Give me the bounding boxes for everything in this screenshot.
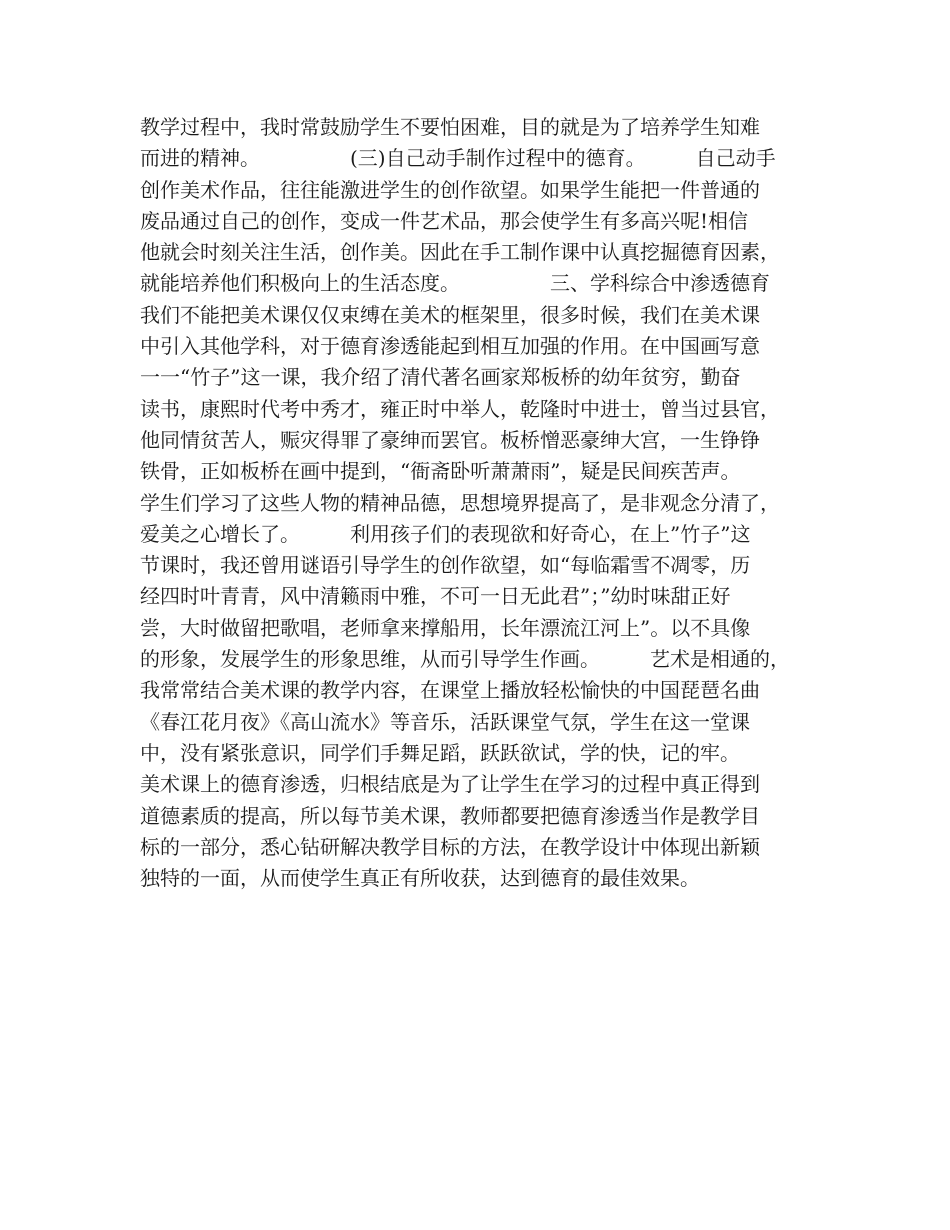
body-text bbox=[140, 112, 830, 894]
text-line: 中引入其他学科，对于德育渗透能起到相互加强的作用。在中国画写意 bbox=[140, 334, 760, 359]
text-line: 我常常结合美术课的教学内容，在课堂上播放轻松愉快的中国琵琶名曲 bbox=[140, 678, 760, 703]
text-line: 标的一部分，悉心钻研解决教学目标的方法，在教学设计中体现出新颖 bbox=[140, 834, 760, 859]
text-line: 经四时叶青青，风中清籁雨中雅，不可一日无此君”；”幼时味甜正好 bbox=[140, 584, 731, 609]
text-line: 美术课上的德育渗透，归根结底是为了让学生在学习的过程中真正得到 bbox=[140, 772, 760, 797]
text-line: 废品通过自己的创作，变成一件艺术品，那会使学生有多高兴呢!相信 bbox=[140, 208, 749, 233]
text-line: 独特的一面，从而使学生真正有所收获，达到德育的最佳效果。 bbox=[140, 866, 700, 891]
text-line: 的形象，发展学生的形象思维，从而引导学生作画。 艺术是相通的， bbox=[140, 647, 790, 672]
text-line: 他同情贫苦人，赈灾得罪了豪绅而罢官。板桥憎恶豪绅大宫，一生铮铮 bbox=[140, 427, 760, 452]
text-line: 教学过程中，我时常鼓励学生不要怕困难，目的就是为了培养学生知难 bbox=[140, 115, 760, 139]
text-line: 我们不能把美术课仅仅束缚在美术的框架里，很多时候，我们在美术课 bbox=[140, 302, 760, 327]
text-line: 节课时，我还曾用谜语引导学生的创作欲望，如“每临霜雪不凋零，历 bbox=[140, 553, 751, 578]
text-line: 尝，大时做留把歌唱，老师拿来撑船用，长年漂流江河上”。以不具像 bbox=[140, 615, 751, 640]
text-line: 他就会时刻关注生活，创作美。因此在手工制作课中认真挖掘德育因素， bbox=[140, 240, 780, 265]
text-line: 一一“竹子”这一课，我介绍了清代著名画家郑板桥的幼年贫穷，勤奋 bbox=[140, 365, 741, 390]
text-line: 铁骨，正如板桥在画中提到，“衙斋卧听萧萧雨”，疑是民间疾苦声。 bbox=[140, 459, 741, 484]
text-line: 读书，康熙时代考中秀才，雍正时中举人，乾隆时中进士，曾当过县官， bbox=[140, 396, 780, 421]
text-line: 创作美术作品，往往能激进学生的创作欲望。如果学生能把一件普通的 bbox=[140, 177, 760, 202]
text-line: 学生们学习了这些人物的精神品德，思想境界提高了，是非观念分清了， bbox=[140, 490, 780, 515]
text-line: 《春江花月夜》《高山流水》等音乐，活跃课堂气氛，学生在这一堂课 bbox=[140, 709, 750, 734]
text-line: 爱美之心增长了。 利用孩子们的表现欲和好奇心，在上”竹子”这 bbox=[140, 521, 751, 546]
text-line: 而进的精神。 (三)自己动手制作过程中的德育。 自己动手 bbox=[140, 146, 776, 171]
text-line: 道德素质的提高，所以每节美术课，教师都要把德育渗透当作是教学目 bbox=[140, 803, 760, 828]
text-line: 就能培养他们积极向上的生活态度。 三、学科综合中渗透德育 bbox=[140, 271, 770, 296]
text-line: 中，没有紧张意识，同学们手舞足蹈，跃跃欲试，学的快，记的牢。 bbox=[140, 740, 740, 765]
